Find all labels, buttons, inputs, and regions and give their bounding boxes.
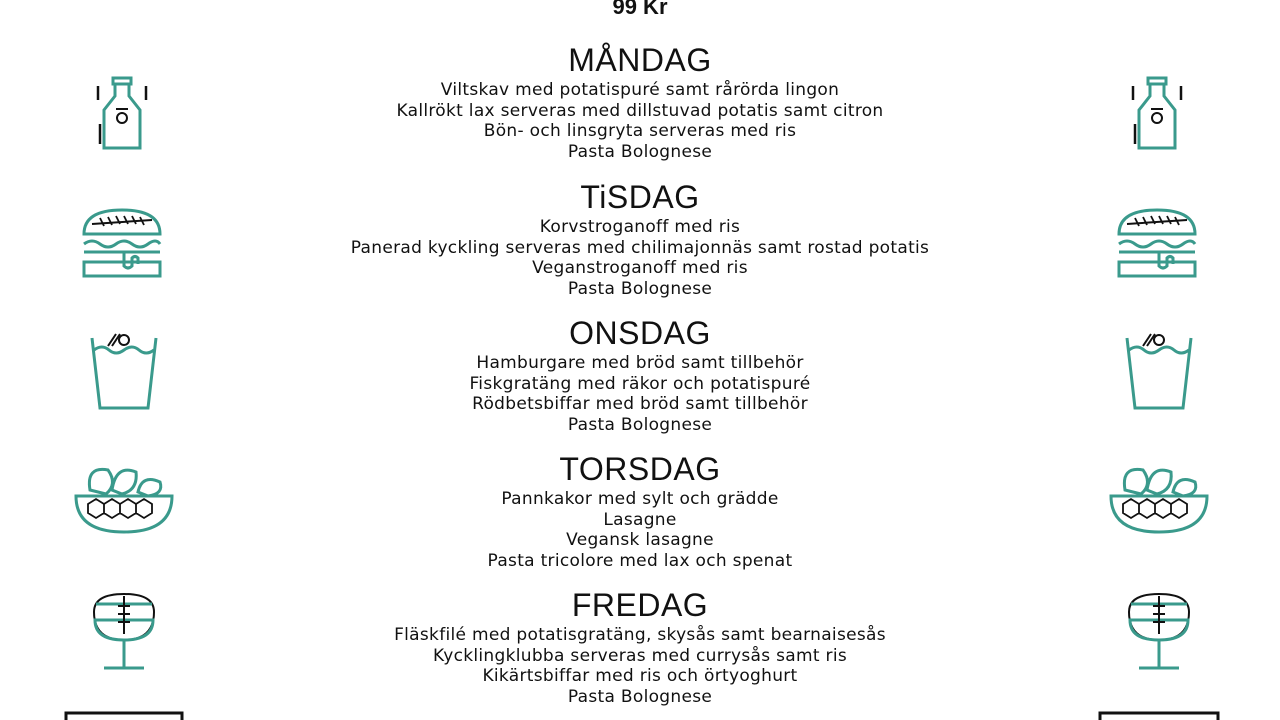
- dish-item: Hamburgare med bröd samt tillbehör: [476, 353, 804, 373]
- wine-glass-icon: [1121, 578, 1197, 674]
- dish-item: Fiskgratäng med räkor och potatispuré: [469, 373, 811, 394]
- price-label: 99 Kr: [612, 0, 668, 19]
- dish-item: Lasagne: [603, 509, 677, 530]
- drink-glass-icon: [88, 330, 160, 412]
- dish-item: Fläskfilé med potatisgratäng, skysås samt bearnaisesås: [394, 625, 886, 645]
- dish-item: Pannkakor med sylt och grädde: [501, 489, 779, 509]
- box-icon: [1098, 710, 1220, 720]
- burger-icon: [78, 206, 166, 280]
- dish-item: Bön- och linsgryta serveras med ris: [483, 121, 797, 141]
- dish-item: Rödbetsbiffar med bröd samt tillbehör: [472, 394, 808, 414]
- day-title: MÅNDAG: [568, 42, 712, 78]
- wine-glass-icon: [86, 578, 162, 674]
- box-icon: [64, 710, 184, 720]
- salad-bowl-icon: [72, 460, 176, 536]
- bottle-icon: [82, 74, 162, 154]
- dish-item: Kikärtsbiffar med ris och örtyoghurt: [482, 666, 798, 686]
- dish-item: Vegansk lasagne: [566, 530, 714, 550]
- salad-bowl-icon: [1107, 460, 1211, 536]
- drink-glass-icon: [1123, 330, 1195, 412]
- day-thursday: [0, 449, 1280, 571]
- dish-item: Korvstroganoff med ris: [539, 217, 741, 237]
- day-title: FREDAG: [571, 587, 709, 623]
- day-monday: [0, 40, 1280, 162]
- dish-item: Pasta Bolognese: [567, 414, 713, 435]
- dish-item: Pasta Bolognese: [567, 141, 713, 162]
- dish-item: Panerad kyckling serveras med chilimajonnäs samt rostad potatis: [350, 237, 930, 258]
- day-title: TiSDAG: [580, 179, 700, 215]
- day-wednesday: [0, 313, 1280, 435]
- dish-item: Kallrökt lax serveras med dillstuvad potatis samt citron: [396, 100, 884, 121]
- day-friday: [0, 585, 1280, 707]
- bottle-icon: [1117, 74, 1197, 154]
- day-title: ONSDAG: [569, 315, 711, 351]
- day-tuesday: [0, 177, 1280, 299]
- dish-item: Pasta Bolognese: [567, 686, 713, 707]
- day-title: TORSDAG: [559, 451, 721, 487]
- dish-item: Viltskav med potatispuré samt rårörda lingon: [440, 80, 840, 100]
- dish-item: Pasta Bolognese: [567, 278, 713, 299]
- dish-item: Kycklingklubba serveras med currysås samt ris: [433, 645, 847, 666]
- dish-item: Pasta tricolore med lax och spenat: [487, 550, 793, 571]
- dish-item: Veganstroganoff med ris: [532, 258, 748, 278]
- burger-icon: [1113, 206, 1201, 280]
